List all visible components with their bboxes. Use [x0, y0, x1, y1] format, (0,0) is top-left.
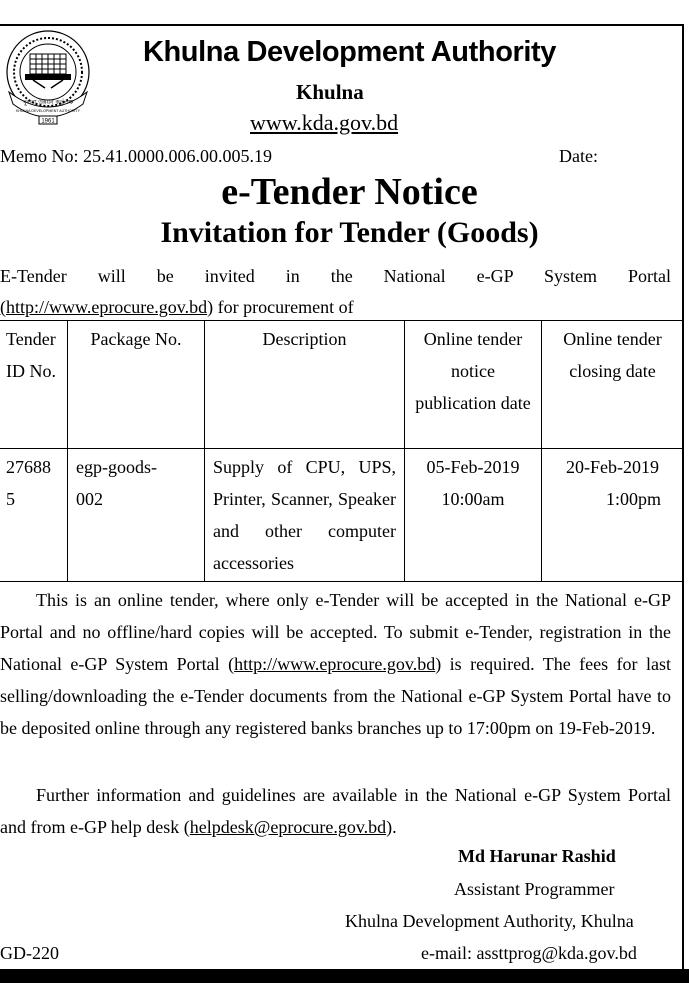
paragraph-2-text-b: ). [386, 817, 397, 837]
helpdesk-email-link[interactable]: helpdesk@eprocure.gov.bd [189, 817, 387, 837]
cell-package-no: egp-goods-002 [68, 449, 205, 582]
date-label: Date: [559, 146, 598, 166]
signatory-name: Md Harunar Rashid [458, 846, 616, 866]
closing-time: 1:00pm [605, 489, 661, 509]
gd-code: GD-220 [0, 943, 59, 963]
header-package-no: Package No. [68, 321, 205, 449]
notice-subtitle: Invitation for Tender (Goods) [160, 216, 539, 249]
eprocure-link-2[interactable]: http://www.eprocure.gov.bd [234, 654, 436, 674]
bottom-border-bar [0, 969, 689, 983]
logo-bengali-text: খুলনা উন্নয়ন কর্তৃপক্ষ [22, 99, 74, 106]
org-website-link[interactable]: www.kda.gov.bd [250, 110, 399, 135]
cell-publication-date [405, 449, 542, 582]
header-tender-id: Tender ID No. [0, 321, 68, 449]
table-header-row [0, 321, 684, 449]
publication-time: 10:00am [441, 489, 505, 509]
tender-table [0, 320, 684, 582]
eprocure-link[interactable]: (http://www.eprocure.gov.bd [0, 297, 208, 317]
cell-closing-date [542, 449, 684, 582]
paragraph-further-info [0, 779, 671, 843]
notice-title: e-Tender Notice [221, 171, 478, 213]
logo-year: 1961 [41, 118, 55, 125]
header-description: Description [205, 321, 405, 449]
table-row [0, 449, 684, 582]
paragraph-1-text-b: ) is required. The fees for last selling/downloading the e-Tender documents from the National e-GP System Portal have to be deposited online through any registered banks branches up to 17:00pm on 19-Feb-2019. [0, 654, 671, 738]
cell-tender-id: 276885 [0, 449, 68, 582]
signatory-email: e-mail: assttprog@kda.gov.bd [421, 943, 637, 963]
paragraph-online-tender [0, 584, 671, 744]
closing-date: 20-Feb-2019 [566, 457, 659, 477]
header-publication-date: Online tender notice publication date [405, 321, 542, 449]
org-name: Khulna Development Authority [142, 36, 557, 68]
signatory-org: Khulna Development Authority, Khulna [345, 911, 634, 931]
signatory-title: Assistant Programmer [454, 879, 615, 899]
paragraph-2-text-a: Further information and guidelines are available in the National e-GP System Portal and from e-GP help desk ( [0, 785, 671, 837]
memo-number: Memo No: 25.41.0000.006.00.005.19 [0, 146, 272, 166]
publication-date: 05-Feb-2019 [426, 457, 520, 477]
intro-line-2-text: ) for procurement of [207, 297, 354, 317]
cell-description: Supply of CPU, UPS, Printer, Scanner, Speaker and other computer accessories [205, 449, 405, 582]
org-city: Khulna [296, 80, 364, 104]
intro-line-1: E-Tender will be invited in the National e-GP System Portal [0, 266, 671, 286]
header-closing-date: Online tender closing date [542, 321, 684, 449]
paragraph-1-text-a: This is an online tender, where only e-Tender will be accepted in the National e-GP Portal and no offline/hard copies will be accepted. To submit e-Tender, registration in the National e-GP System Portal ( [0, 590, 671, 674]
intro-line-2 [0, 291, 354, 323]
logo-english-text: KHULNA DEVELOPMENT AUTHORITY [15, 109, 81, 113]
